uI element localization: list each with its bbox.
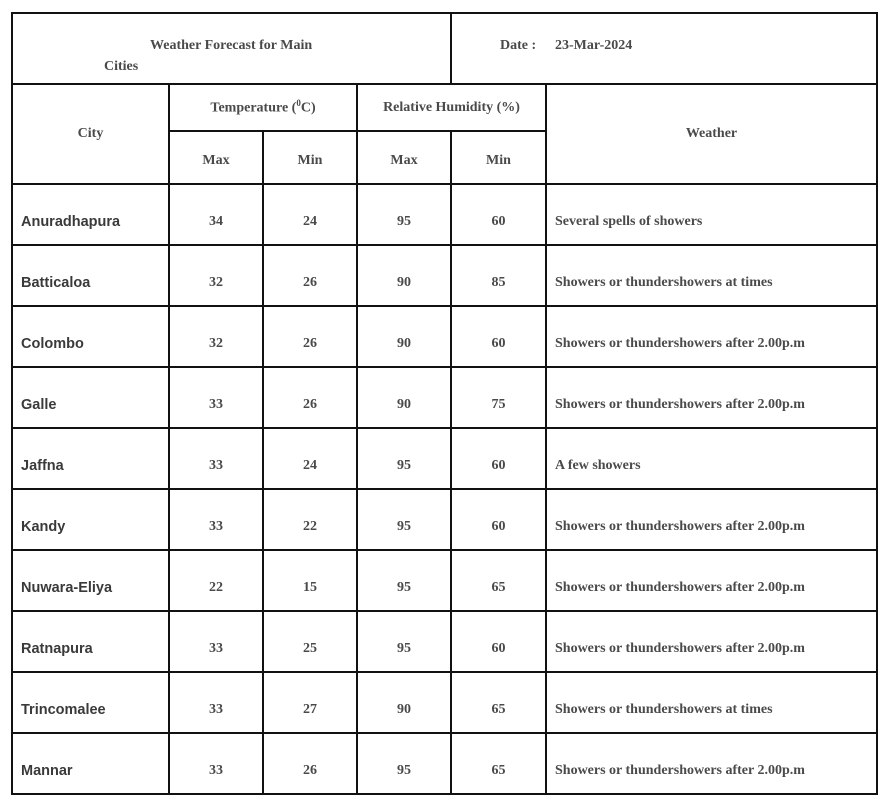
page-title-continued: Cities — [104, 59, 139, 74]
temp-max-cell: 33 — [169, 367, 263, 428]
rh-min-cell: 60 — [451, 184, 546, 245]
rh-min-cell: 65 — [451, 550, 546, 611]
temp-max-cell: 33 — [169, 672, 263, 733]
temp-min-cell: 26 — [263, 306, 357, 367]
rh-max-cell: 95 — [357, 428, 451, 489]
weather-cell: Showers or thundershowers after 2.00p.m — [546, 306, 877, 367]
temp-min-cell: 22 — [263, 489, 357, 550]
header-humidity: Relative Humidity (%) — [357, 84, 546, 131]
rh-min-cell: 60 — [451, 611, 546, 672]
city-cell: Galle — [12, 367, 169, 428]
temp-max-cell: 33 — [169, 733, 263, 794]
header-temperature-degree: 0 — [296, 98, 301, 109]
rh-min-cell: 60 — [451, 489, 546, 550]
header-temp-min: Min — [263, 131, 357, 184]
city-cell: Trincomalee — [12, 672, 169, 733]
weather-cell: Showers or thundershowers after 2.00p.m — [546, 489, 877, 550]
temp-max-cell: 33 — [169, 611, 263, 672]
date-cell — [451, 13, 877, 84]
rh-min-cell: 65 — [451, 733, 546, 794]
weather-cell: A few showers — [546, 428, 877, 489]
header-city: City — [12, 84, 169, 184]
forecast-table — [11, 12, 878, 795]
weather-cell: Several spells of showers — [546, 184, 877, 245]
header-row — [12, 84, 877, 131]
title-cell — [12, 13, 451, 84]
table-row — [12, 489, 877, 550]
header-temperature-prefix: Temperature ( — [210, 100, 297, 116]
city-cell: Nuwara-Eliya — [12, 550, 169, 611]
header-temperature-suffix: C) — [300, 100, 316, 116]
table-row — [12, 306, 877, 367]
weather-cell: Showers or thundershowers after 2.00p.m — [546, 550, 877, 611]
temp-max-cell: 32 — [169, 245, 263, 306]
header-rh-min: Min — [451, 131, 546, 184]
temp-max-cell: 34 — [169, 184, 263, 245]
rh-max-cell: 90 — [357, 672, 451, 733]
weather-cell: Showers or thundershowers after 2.00p.m — [546, 367, 877, 428]
date-value: 23-Mar-2024 — [555, 38, 633, 53]
rh-min-cell: 75 — [451, 367, 546, 428]
table-row — [12, 550, 877, 611]
weather-cell: Showers or thundershowers at times — [546, 672, 877, 733]
page-title: Weather Forecast for Main — [150, 38, 313, 53]
table-row — [12, 428, 877, 489]
temp-min-cell: 24 — [263, 428, 357, 489]
temp-min-cell: 26 — [263, 245, 357, 306]
weather-cell: Showers or thundershowers at times — [546, 245, 877, 306]
weather-cell: Showers or thundershowers after 2.00p.m — [546, 611, 877, 672]
city-cell: Mannar — [12, 733, 169, 794]
rh-min-cell: 65 — [451, 672, 546, 733]
header-temp-max: Max — [169, 131, 263, 184]
temp-min-cell: 15 — [263, 550, 357, 611]
rh-max-cell: 90 — [357, 245, 451, 306]
temp-min-cell: 24 — [263, 184, 357, 245]
table-row — [12, 611, 877, 672]
rh-max-cell: 95 — [357, 550, 451, 611]
table-row — [12, 672, 877, 733]
header-weather: Weather — [546, 84, 877, 184]
table-row — [12, 733, 877, 794]
rh-max-cell: 90 — [357, 367, 451, 428]
city-cell: Batticaloa — [12, 245, 169, 306]
city-cell: Ratnapura — [12, 611, 169, 672]
city-cell: Colombo — [12, 306, 169, 367]
city-cell: Jaffna — [12, 428, 169, 489]
table-row — [12, 184, 877, 245]
rh-max-cell: 95 — [357, 611, 451, 672]
rh-min-cell: 60 — [451, 428, 546, 489]
title-row — [12, 13, 877, 84]
city-cell: Kandy — [12, 489, 169, 550]
table-row — [12, 367, 877, 428]
rh-min-cell: 60 — [451, 306, 546, 367]
rh-max-cell: 90 — [357, 306, 451, 367]
temp-min-cell: 26 — [263, 367, 357, 428]
rh-max-cell: 95 — [357, 184, 451, 245]
temp-min-cell: 27 — [263, 672, 357, 733]
header-temperature — [169, 84, 357, 131]
temp-max-cell: 22 — [169, 550, 263, 611]
header-rh-max: Max — [357, 131, 451, 184]
weather-cell: Showers or thundershowers after 2.00p.m — [546, 733, 877, 794]
temp-min-cell: 26 — [263, 733, 357, 794]
rh-max-cell: 95 — [357, 733, 451, 794]
temp-max-cell: 33 — [169, 428, 263, 489]
rh-min-cell: 85 — [451, 245, 546, 306]
temp-min-cell: 25 — [263, 611, 357, 672]
temp-max-cell: 32 — [169, 306, 263, 367]
date-label: Date : — [500, 38, 537, 53]
rh-max-cell: 95 — [357, 489, 451, 550]
table-row — [12, 245, 877, 306]
city-cell: Anuradhapura — [12, 184, 169, 245]
temp-max-cell: 33 — [169, 489, 263, 550]
